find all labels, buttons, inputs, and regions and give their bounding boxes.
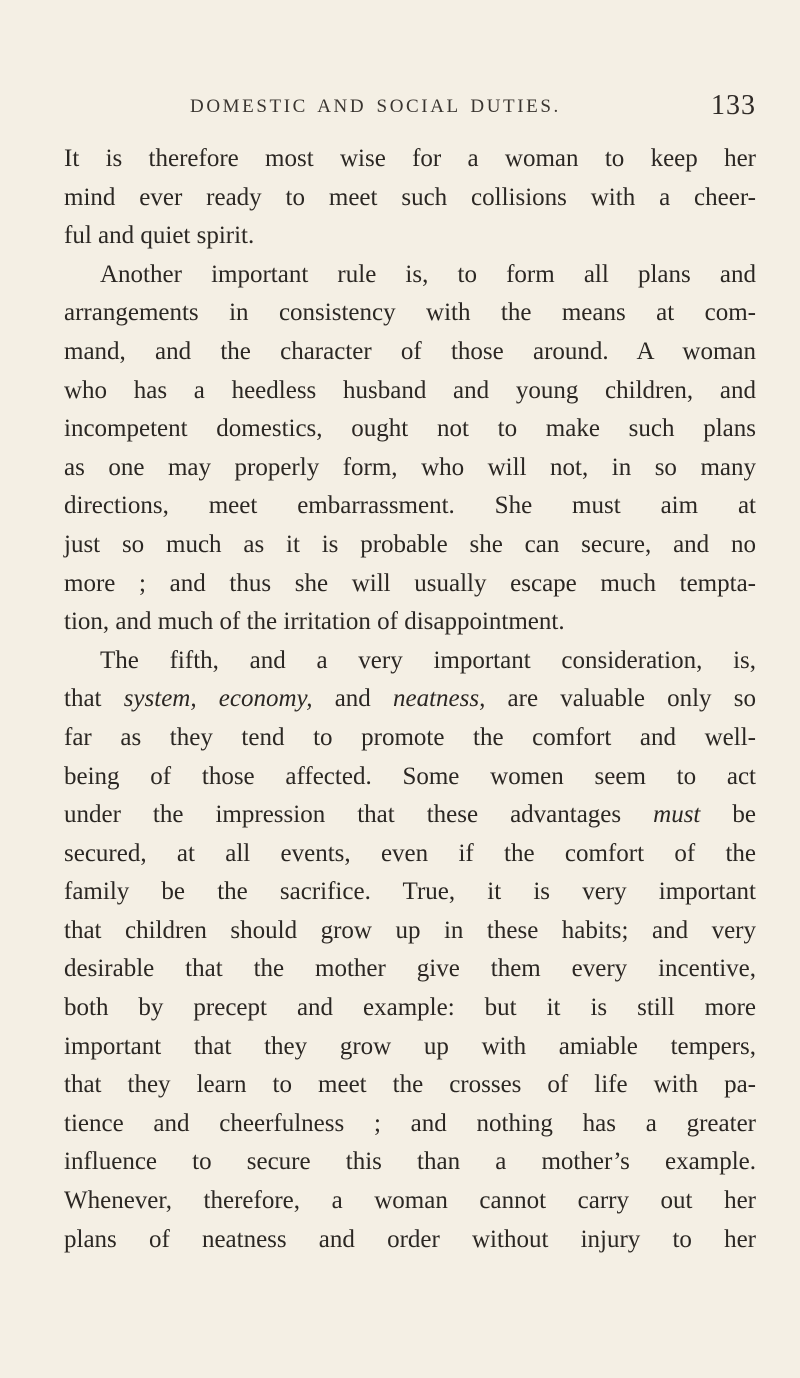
text-line: family be the sacrifice. True, it is very important bbox=[64, 878, 756, 906]
text-line: just so much as it is probable she can secure, and no bbox=[64, 530, 756, 558]
text-line: more ; and thus she will usually escape much tempta- bbox=[64, 569, 756, 597]
text-line: Whenever, therefore, a woman cannot carry out her bbox=[64, 1187, 756, 1215]
text-line: arrangements in consistency with the means at com- bbox=[64, 299, 756, 327]
text-line: It is therefore most wise for a woman to keep her bbox=[64, 145, 756, 172]
text-line: that they learn to meet the crosses of life with pa- bbox=[64, 1071, 756, 1099]
text-line: both by precept and example: but it is still more bbox=[64, 994, 756, 1022]
italic-phrase: system, economy, bbox=[123, 685, 313, 713]
text-line: who has a heedless husband and young children, and bbox=[64, 376, 756, 404]
page-number: 133 bbox=[711, 90, 756, 121]
text-fragment: that bbox=[64, 685, 124, 713]
text-fragment: under the impression that these advantages bbox=[64, 801, 654, 829]
text-line: secured, at all events, even if the comfort of the bbox=[64, 839, 756, 867]
text-line: far as they tend to promote the comfort and well- bbox=[64, 723, 756, 751]
text-line: as one may properly form, who will not, in so many bbox=[64, 453, 756, 481]
body-text bbox=[64, 140, 756, 1259]
text-line: desirable that the mother give them every incentive, bbox=[64, 955, 756, 983]
text-line: directions, meet embarrassment. She must aim at bbox=[64, 492, 756, 520]
running-title: DOMESTIC AND SOCIAL DUTIES. bbox=[190, 96, 561, 117]
text-line: mand, and the character of those around. A woman bbox=[64, 337, 756, 365]
text-line: important that they grow up with amiable tempers, bbox=[64, 1032, 756, 1060]
italic-phrase: neatness, bbox=[392, 685, 486, 713]
text-line bbox=[64, 680, 756, 719]
text-line: influence to secure this than a mother’s example. bbox=[64, 1148, 756, 1176]
text-fragment: and bbox=[312, 685, 393, 713]
text-fragment: be bbox=[700, 801, 756, 829]
text-line: plans of neatness and order without injury to her bbox=[64, 1225, 756, 1253]
text-line: that children should grow up in these habits; and very bbox=[64, 916, 756, 944]
text-line: tience and cheerfulness ; and nothing has a greater bbox=[64, 1109, 756, 1137]
italic-word: must bbox=[653, 801, 701, 829]
text-line: incompetent domestics, ought not to make such plans bbox=[64, 415, 756, 443]
text-line: The fifth, and a very important consideration, is, bbox=[100, 646, 756, 674]
running-head bbox=[64, 88, 756, 128]
text-line: Another important rule is, to form all plans and bbox=[100, 260, 756, 288]
text-line bbox=[64, 796, 756, 835]
text-fragment: are valuable only so bbox=[485, 685, 756, 713]
text-line: mind ever ready to meet such collisions with a cheer- bbox=[64, 183, 756, 211]
text-line: being of those affected. Some women seem to act bbox=[64, 762, 756, 790]
text-line: tion, and much of the irritation of disappointment. bbox=[64, 608, 565, 636]
text-line: ful and quiet spirit. bbox=[64, 222, 255, 250]
